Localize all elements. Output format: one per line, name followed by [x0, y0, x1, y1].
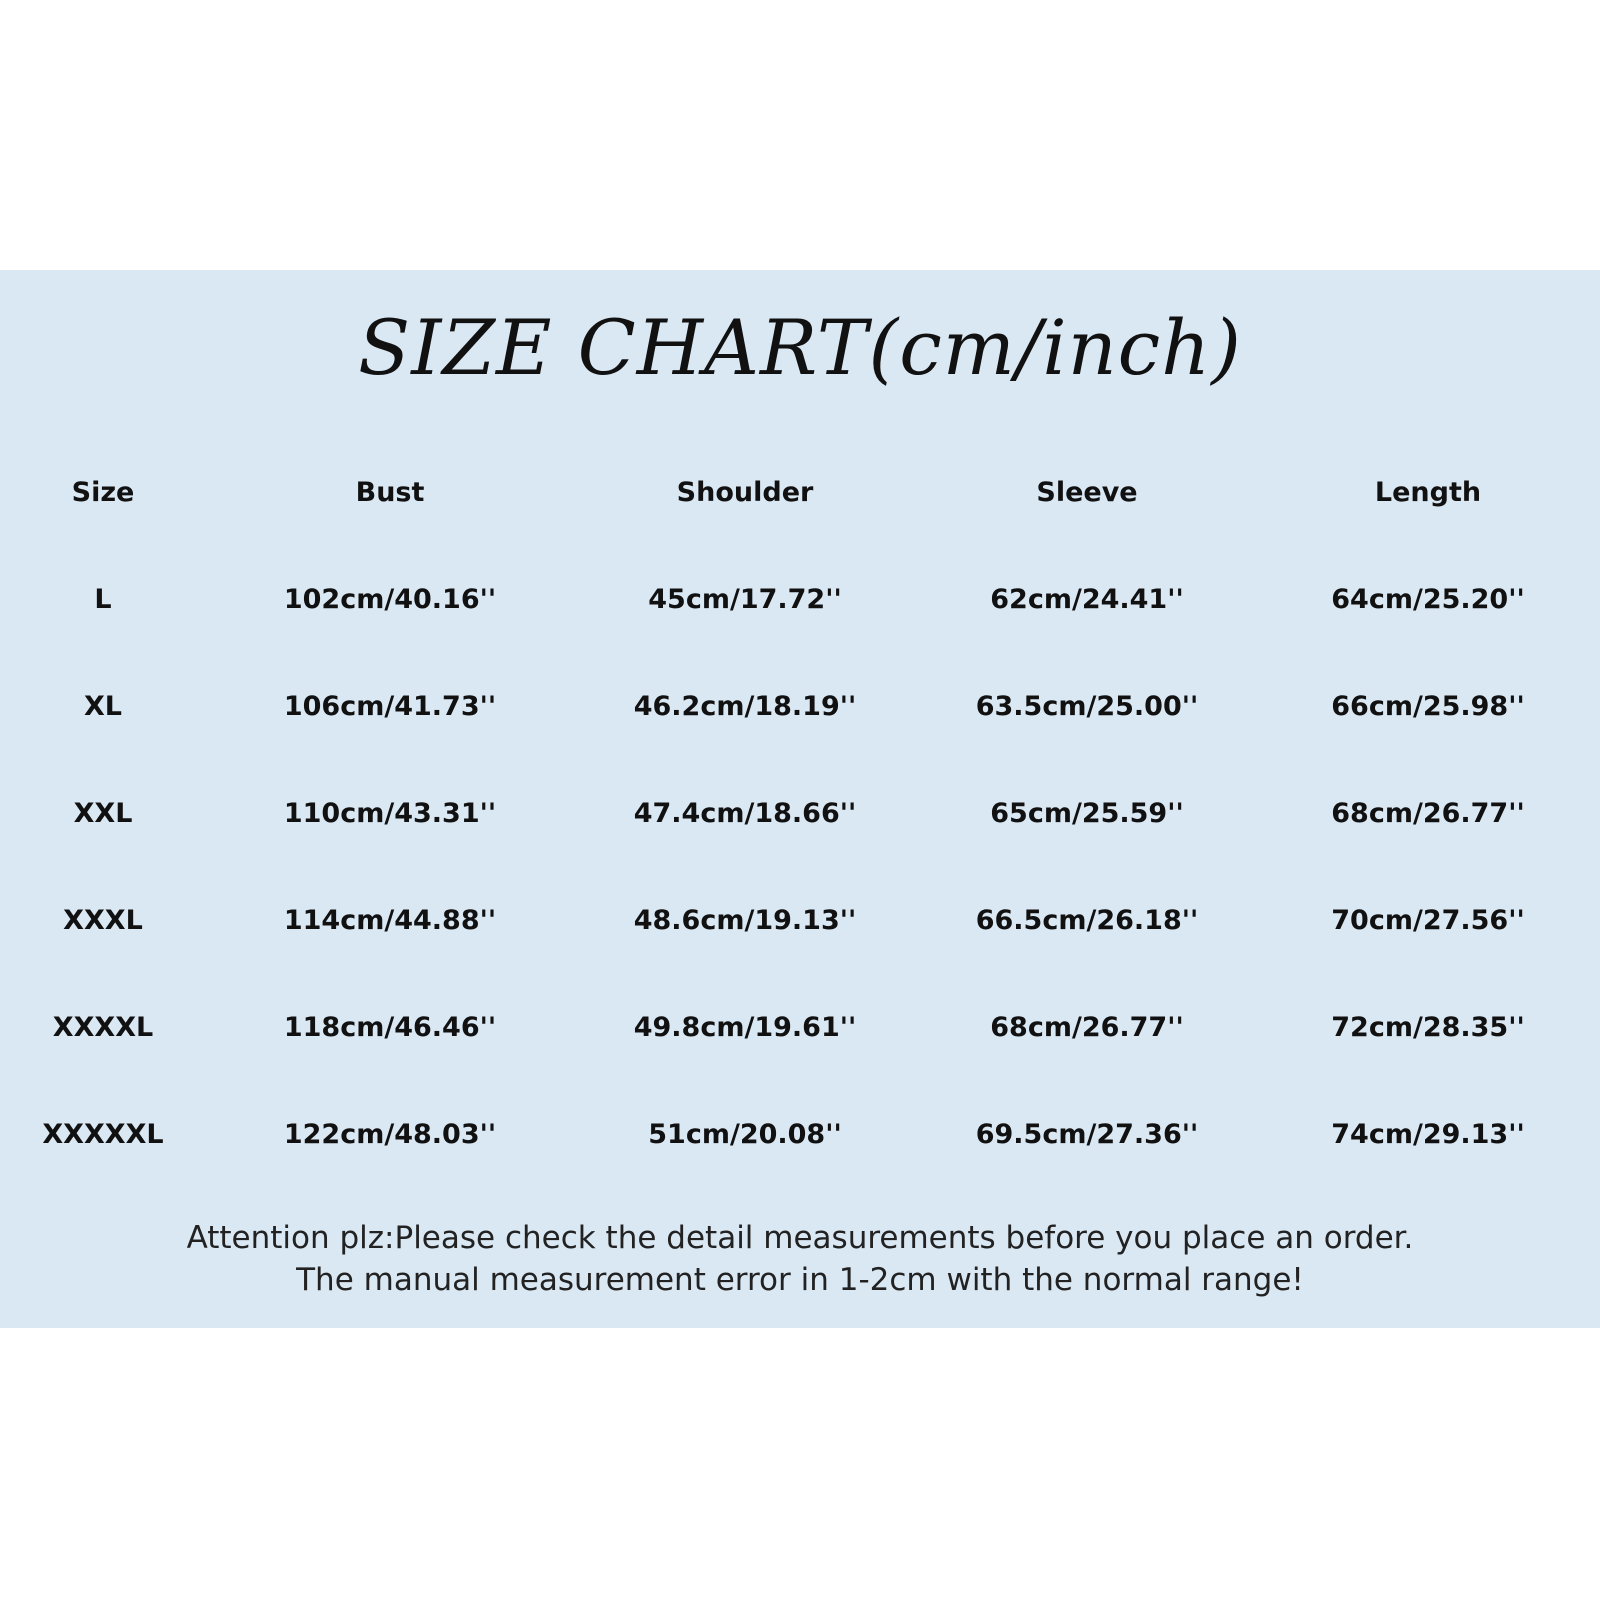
bust-cell: 118cm/46.46'' [283, 1012, 497, 1043]
size-cell: XXXL [63, 905, 143, 936]
length-cell: 74cm/29.13'' [1331, 1119, 1525, 1150]
sleeve-cell: 62cm/24.41'' [990, 584, 1184, 615]
header-size: Size [71, 477, 135, 508]
bust-cell: 122cm/48.03'' [283, 1119, 497, 1150]
sleeve-cell: 68cm/26.77'' [990, 1012, 1184, 1043]
sleeve-cell: 66.5cm/26.18'' [975, 905, 1199, 936]
table-row [0, 784, 1600, 844]
table-header-row [0, 463, 1600, 523]
length-cell: 72cm/28.35'' [1331, 1012, 1525, 1043]
sleeve-cell: 63.5cm/25.00'' [975, 691, 1199, 722]
length-cell: 66cm/25.98'' [1331, 691, 1525, 722]
size-cell: XXXXL [52, 1012, 154, 1043]
table-row [0, 998, 1600, 1058]
header-sleeve: Sleeve [1036, 477, 1138, 508]
size-cell: L [94, 584, 112, 615]
shoulder-cell: 46.2cm/18.19'' [633, 691, 857, 722]
shoulder-cell: 49.8cm/19.61'' [633, 1012, 857, 1043]
sleeve-cell: 69.5cm/27.36'' [975, 1119, 1199, 1150]
header-length: Length [1374, 477, 1482, 508]
shoulder-cell: 45cm/17.72'' [648, 584, 842, 615]
size-cell: XXXXXL [42, 1119, 164, 1150]
shoulder-cell: 47.4cm/18.66'' [633, 798, 857, 829]
size-chart-title: SIZE CHART(cm/inch) [358, 303, 1242, 392]
measurement-error-note: The manual measurement error in 1-2cm with the normal range! [296, 1262, 1304, 1298]
size-chart-panel [0, 270, 1600, 1328]
shoulder-cell: 48.6cm/19.13'' [633, 905, 857, 936]
bust-cell: 102cm/40.16'' [283, 584, 497, 615]
table-row [0, 891, 1600, 951]
table-row [0, 1105, 1600, 1165]
length-cell: 64cm/25.20'' [1331, 584, 1525, 615]
table-row [0, 570, 1600, 630]
shoulder-cell: 51cm/20.08'' [648, 1119, 842, 1150]
bust-cell: 106cm/41.73'' [283, 691, 497, 722]
attention-note: Attention plz:Please check the detail measurements before you place an order. [186, 1220, 1414, 1256]
length-cell: 70cm/27.56'' [1331, 905, 1525, 936]
header-bust: Bust [355, 477, 425, 508]
header-shoulder: Shoulder [676, 477, 814, 508]
sleeve-cell: 65cm/25.59'' [990, 798, 1184, 829]
bust-cell: 114cm/44.88'' [283, 905, 497, 936]
size-cell: XXL [73, 798, 133, 829]
length-cell: 68cm/26.77'' [1331, 798, 1525, 829]
size-cell: XL [83, 691, 123, 722]
bust-cell: 110cm/43.31'' [283, 798, 497, 829]
table-row [0, 677, 1600, 737]
